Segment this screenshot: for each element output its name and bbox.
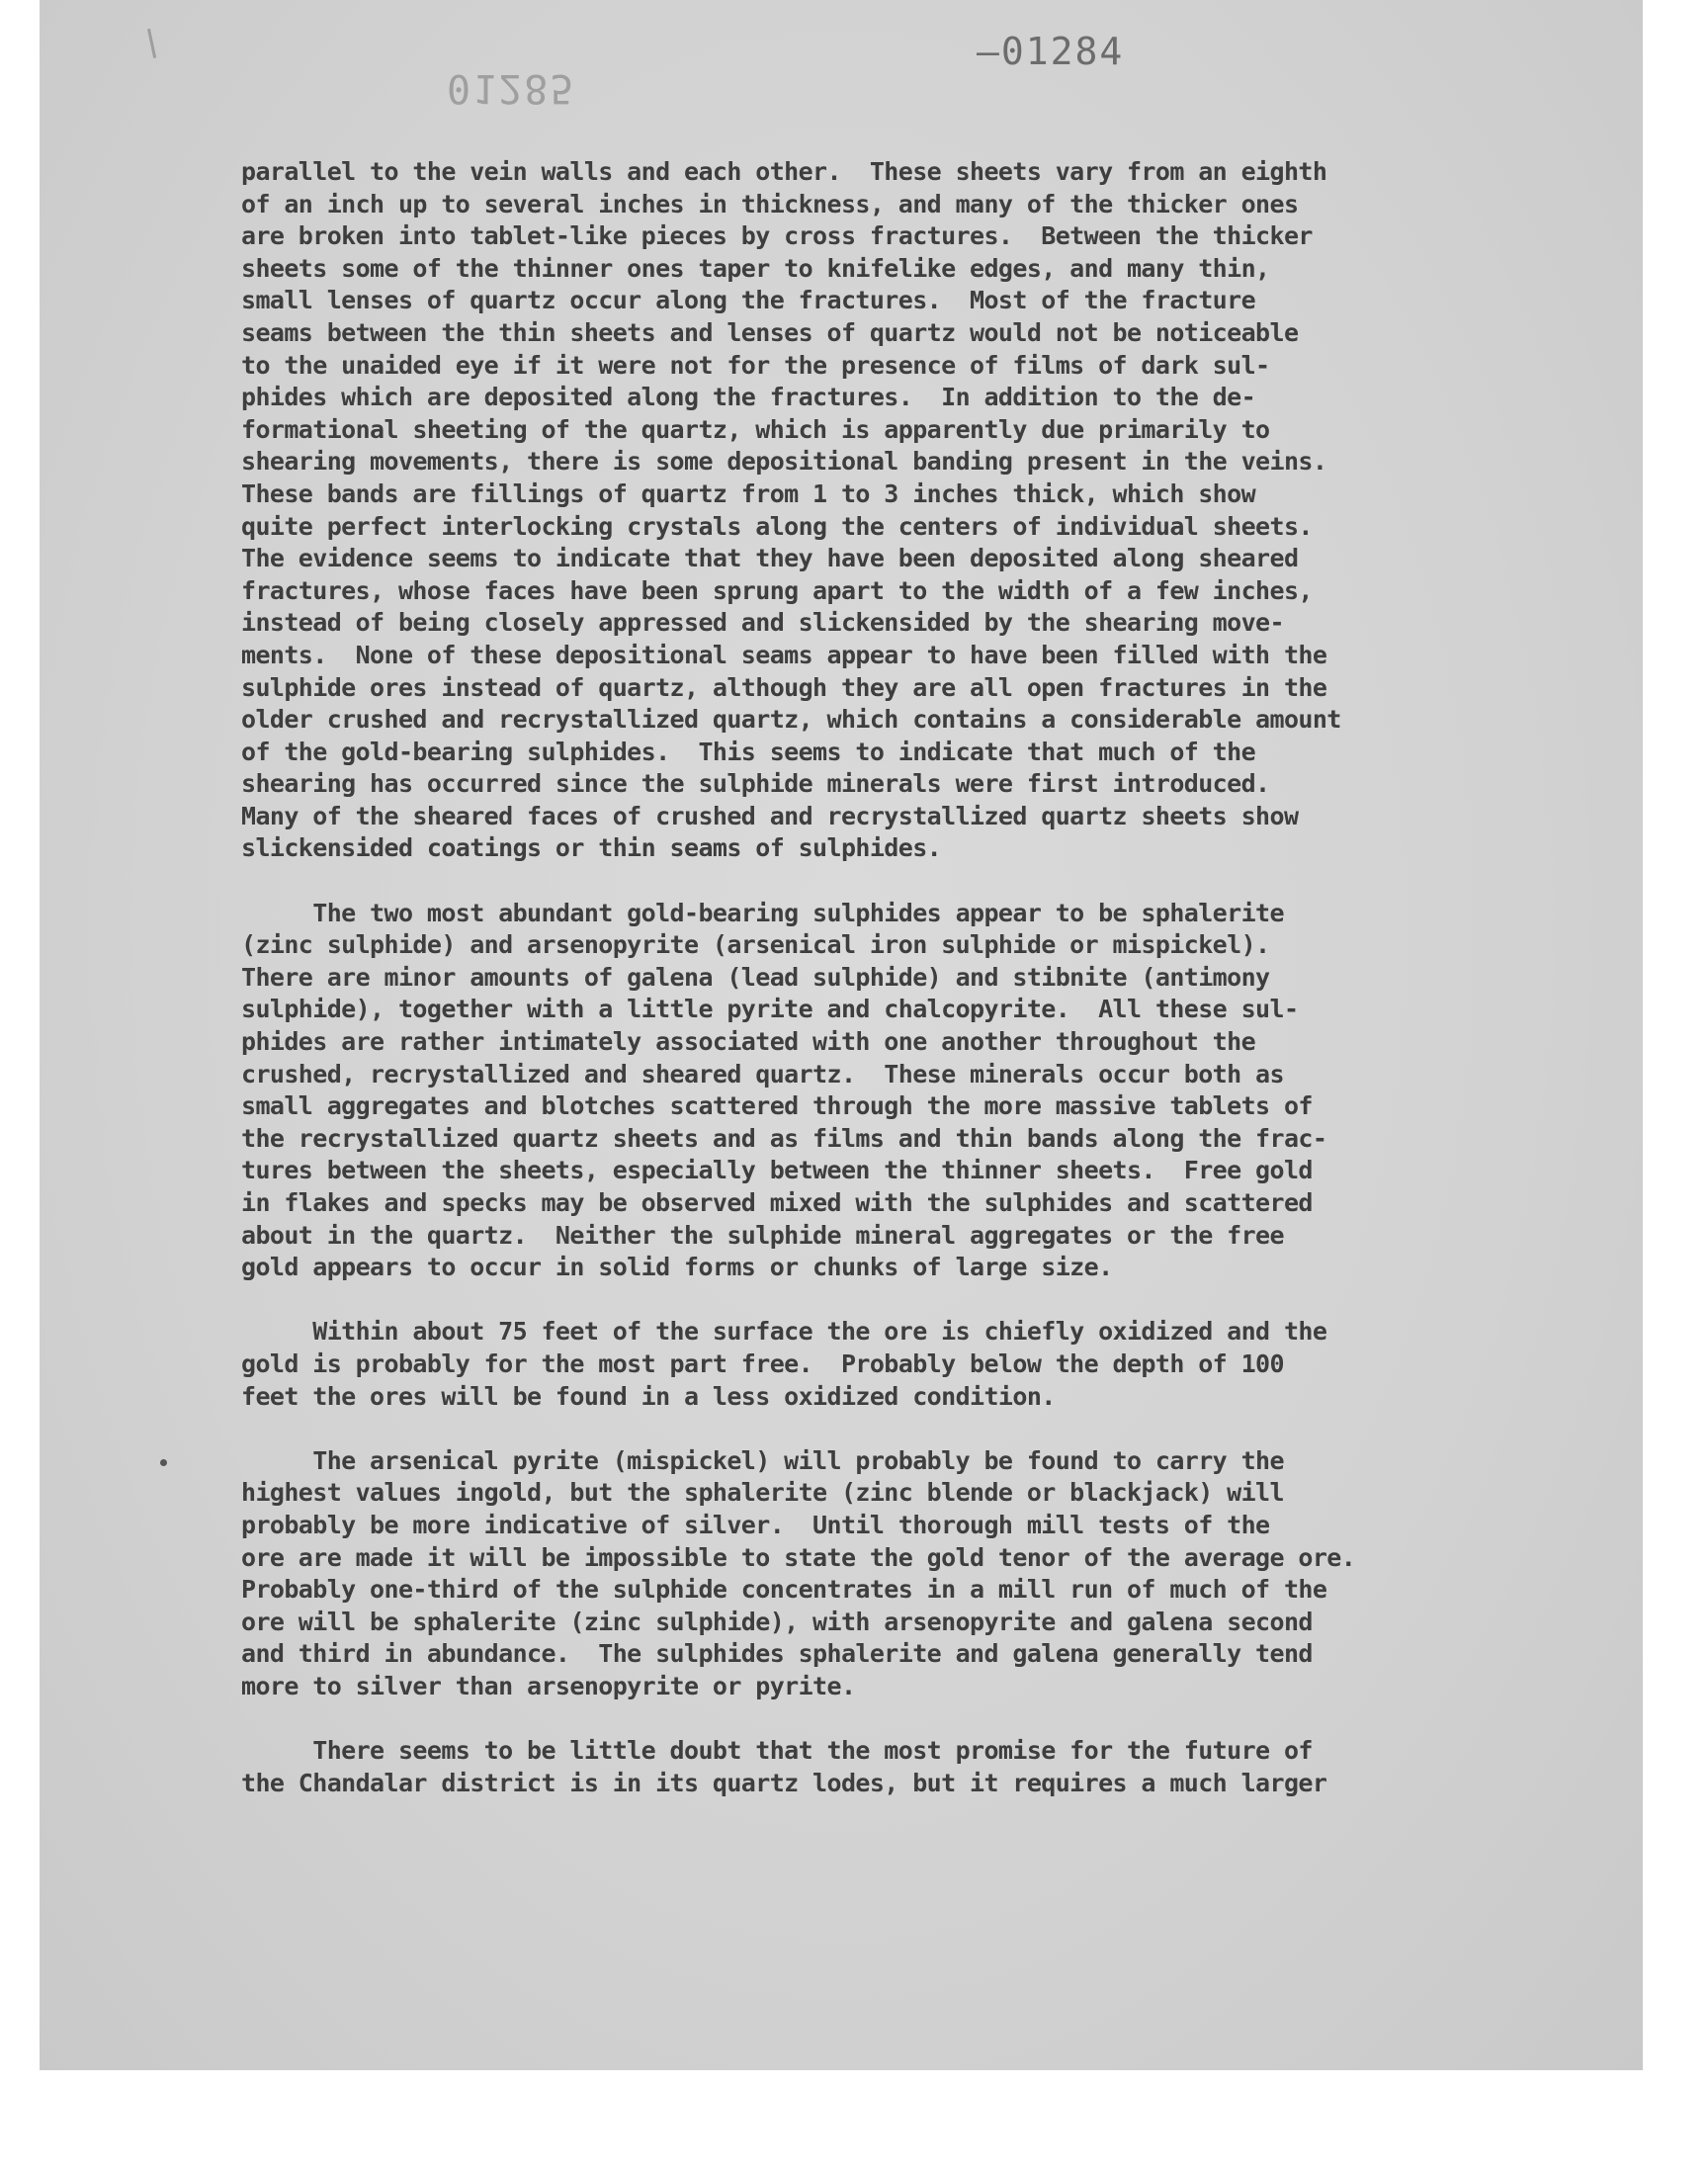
text-line: the Chandalar district is in its quartz lodes, but it requires a much larger (241, 1768, 1327, 1797)
text-line: crushed, recrystallized and sheared quartz. These minerals occur both as (241, 1059, 1284, 1088)
text-line: probably be more indicative of silver. Until thorough mill tests of the (241, 1510, 1270, 1539)
text-line: quite perfect interlocking crystals along the centers of individual sheets. (241, 511, 1313, 541)
text-line: small lenses of quartz occur along the fractures. Most of the fracture (241, 286, 1256, 315)
text-line: formational sheeting of the quartz, which is apparently due primarily to (241, 414, 1270, 444)
text-line: older crushed and recrystallized quartz, which contains a considerable amount (241, 705, 1341, 735)
text-line: feet the ores will be found in a less oxidized condition. (241, 1381, 1056, 1411)
text-line: in flakes and specks may be observed mixed with the sulphides and scattered (241, 1188, 1313, 1217)
text-line: instead of being closely appressed and slickensided by the shearing move- (241, 608, 1284, 638)
paragraph-1 (241, 156, 1526, 865)
text-line: more to silver than arsenopyrite or pyrite. (241, 1671, 856, 1700)
paragraph-2 (241, 898, 1526, 1284)
text-line: gold is probably for the most part free. Probably below the depth of 100 (241, 1348, 1284, 1378)
text-line: to the unaided eye if it were not for the presence of films of dark sul- (241, 350, 1270, 380)
text-line: sulphide ores instead of quartz, although they are all open fractures in the (241, 672, 1327, 702)
text-line: shearing has occurred since the sulphide minerals were first introduced. (241, 769, 1270, 799)
text-line: ments. None of these depositional seams appear to have been filled with the (241, 640, 1327, 669)
text-line: These bands are fillings of quartz from 1 to 3 inches thick, which show (241, 478, 1256, 508)
text-line: Probably one-third of the sulphide concentrates in a mill run of much of the (241, 1575, 1327, 1605)
mirrored-page-number-stamp: 01285 (447, 65, 576, 111)
text-line: phides which are deposited along the fractures. In addition to the de- (241, 383, 1256, 412)
paragraph-gap (241, 865, 1526, 898)
typed-body-text (241, 156, 1526, 1799)
text-line: slickensided coatings or thin seams of sulphides. (241, 833, 942, 863)
text-line: (zinc sulphide) and arsenopyrite (arsenical iron sulphide or mispickel). (241, 930, 1270, 960)
text-line: of the gold-bearing sulphides. This seems to indicate that much of the (241, 737, 1256, 766)
text-line: highest values ingold, but the sphalerite (zinc blende or blackjack) will (241, 1478, 1284, 1508)
text-line: are broken into tablet-like pieces by cross fractures. Between the thicker (241, 221, 1313, 251)
paragraph-4 (241, 1445, 1526, 1703)
text-line: ore are made it will be impossible to state the gold tenor of the average ore. (241, 1542, 1356, 1572)
text-line: Many of the sheared faces of crushed and recrystallized quartz sheets show (241, 801, 1299, 830)
text-line: and third in abundance. The sulphides sphalerite and galena generally tend (241, 1639, 1313, 1669)
text-line: tures between the sheets, especially between the thinner sheets. Free gold (241, 1156, 1313, 1185)
text-line: of an inch up to several inches in thickness, and many of the thicker ones (241, 189, 1299, 218)
paragraph-3 (241, 1316, 1526, 1413)
text-line: seams between the thin sheets and lenses of quartz would not be noticeable (241, 317, 1299, 347)
paragraph-gap (241, 1284, 1526, 1317)
corner-mark (147, 27, 164, 58)
text-line: There seems to be little doubt that the most promise for the future of (241, 1736, 1313, 1766)
paragraph-5 (241, 1735, 1526, 1799)
page-number-stamp: –01284 (977, 30, 1125, 73)
text-line: The arsenical pyrite (mispickel) will probably be found to carry the (241, 1445, 1284, 1475)
paragraph-gap (241, 1703, 1526, 1736)
text-line: shearing movements, there is some depositional banding present in the veins. (241, 447, 1327, 477)
text-line: phides are rather intimately associated with one another throughout the (241, 1027, 1256, 1057)
paragraph-gap (241, 1413, 1526, 1445)
margin-dot (160, 1459, 167, 1466)
text-line: ore will be sphalerite (zinc sulphide), with arsenopyrite and galena second (241, 1607, 1313, 1636)
text-line: small aggregates and blotches scattered through the more massive tablets of (241, 1091, 1313, 1121)
text-line: parallel to the vein walls and each other. These sheets vary from an eighth (241, 157, 1327, 186)
text-line: The two most abundant gold-bearing sulphides appear to be sphalerite (241, 898, 1284, 927)
scanned-page (40, 0, 1643, 2070)
text-line: sheets some of the thinner ones taper to knifelike edges, and many thin, (241, 253, 1270, 283)
text-line: There are minor amounts of galena (lead sulphide) and stibnite (antimony (241, 962, 1270, 992)
text-line: fractures, whose faces have been sprung apart to the width of a few inches, (241, 575, 1313, 605)
text-line: Within about 75 feet of the surface the ore is chiefly oxidized and the (241, 1317, 1327, 1347)
text-line: sulphide), together with a little pyrite and chalcopyrite. All these sul- (241, 995, 1299, 1024)
text-line: gold appears to occur in solid forms or chunks of large size. (241, 1253, 1113, 1282)
text-line: The evidence seems to indicate that they have been deposited along sheared (241, 544, 1299, 573)
text-line: about in the quartz. Neither the sulphide mineral aggregates or the free (241, 1220, 1284, 1250)
text-line: the recrystallized quartz sheets and as films and thin bands along the frac- (241, 1123, 1327, 1153)
